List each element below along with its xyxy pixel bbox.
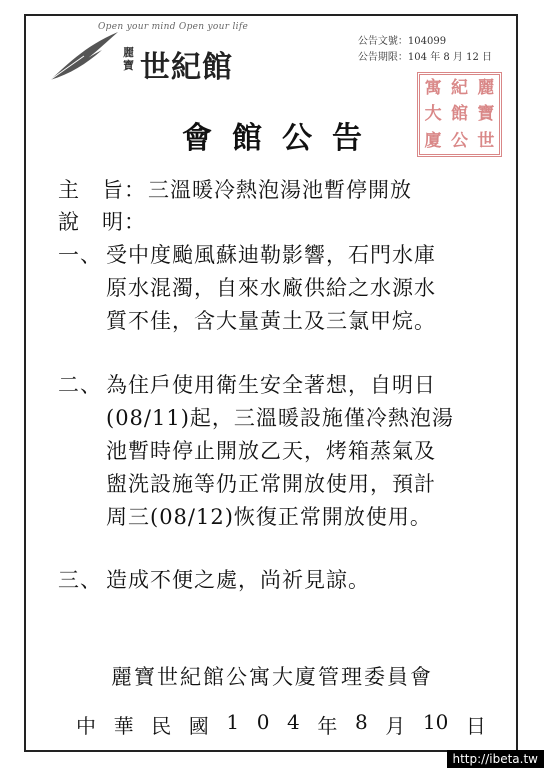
item-line: 池暫時停止開放乙天，烤箱蒸氣及 bbox=[106, 439, 436, 463]
watermark: http://ibeta.tw bbox=[447, 750, 544, 768]
item-line: (08/11)起，三溫暖設施僅冷熱泡湯 bbox=[106, 406, 454, 430]
subject-text: 三溫暖冷熱泡湯池暫停開放 bbox=[148, 178, 412, 202]
date-token: 0 bbox=[256, 710, 270, 734]
date-token: 10 bbox=[422, 710, 449, 734]
seal-char: 麗 bbox=[477, 78, 495, 98]
item-number: 一、 bbox=[58, 243, 102, 267]
notice-meta bbox=[358, 34, 492, 66]
notice-period: 104 年 8 月 12 日 bbox=[407, 52, 492, 63]
subject-label: 主 旨： bbox=[58, 178, 146, 202]
notice-period-label: 公告期限： bbox=[357, 52, 408, 63]
seal-char: 廈 bbox=[424, 130, 442, 151]
seal-char: 紀 bbox=[450, 78, 468, 98]
seal-char: 世 bbox=[477, 130, 495, 151]
item-line: 質不佳，含大量黃土及三氯甲烷。 bbox=[106, 309, 436, 333]
seal-char: 大 bbox=[424, 104, 442, 125]
date-token: 日 bbox=[465, 714, 486, 738]
item-line: 受中度颱風蘇迪勒影響，石門水庫 bbox=[106, 243, 436, 267]
item-number: 二、 bbox=[58, 373, 102, 397]
item-line: 造成不便之處，尚祈見諒。 bbox=[106, 568, 370, 592]
item-line: 盥洗設施等仍正常開放使用，預計 bbox=[106, 472, 436, 496]
issue-date bbox=[76, 710, 486, 739]
notice-number: 104099 bbox=[407, 36, 447, 47]
description-label: 說 明： bbox=[58, 210, 146, 234]
page-title: 會館公告 bbox=[182, 121, 382, 156]
date-token: 華 bbox=[113, 714, 134, 738]
date-token: 月 bbox=[385, 714, 406, 738]
brand-tagline: Open your mind Open your life bbox=[98, 22, 249, 32]
date-token: 國 bbox=[188, 714, 209, 738]
date-token: 中 bbox=[76, 714, 96, 738]
date-token: 年 bbox=[317, 714, 338, 738]
item-line: 周三(08/12)恢復正常開放使用。 bbox=[106, 505, 432, 529]
date-token: 1 bbox=[226, 710, 240, 734]
item-line: 為住戶使用衛生安全著想，自明日 bbox=[106, 373, 436, 397]
item-line: 原水混濁，自來水廠供給之水源水 bbox=[106, 276, 436, 300]
brand-name: 世紀館 bbox=[140, 50, 233, 85]
seal-char: 館 bbox=[450, 104, 468, 125]
seal-char: 寓 bbox=[424, 78, 442, 98]
date-token: 8 bbox=[354, 710, 368, 734]
item-number: 三、 bbox=[58, 568, 102, 592]
brand-logo bbox=[44, 20, 249, 88]
brand-small: 麗寶 bbox=[123, 46, 134, 72]
seal-char: 寶 bbox=[477, 104, 495, 125]
date-token: 4 bbox=[287, 710, 300, 734]
seal-char: 公 bbox=[450, 130, 468, 151]
date-token: 民 bbox=[151, 714, 172, 738]
signer: 麗寶世紀館公寓大廈管理委員會 bbox=[111, 665, 433, 689]
feather-icon bbox=[44, 28, 124, 86]
notice-number-label: 公告文號： bbox=[357, 36, 408, 47]
